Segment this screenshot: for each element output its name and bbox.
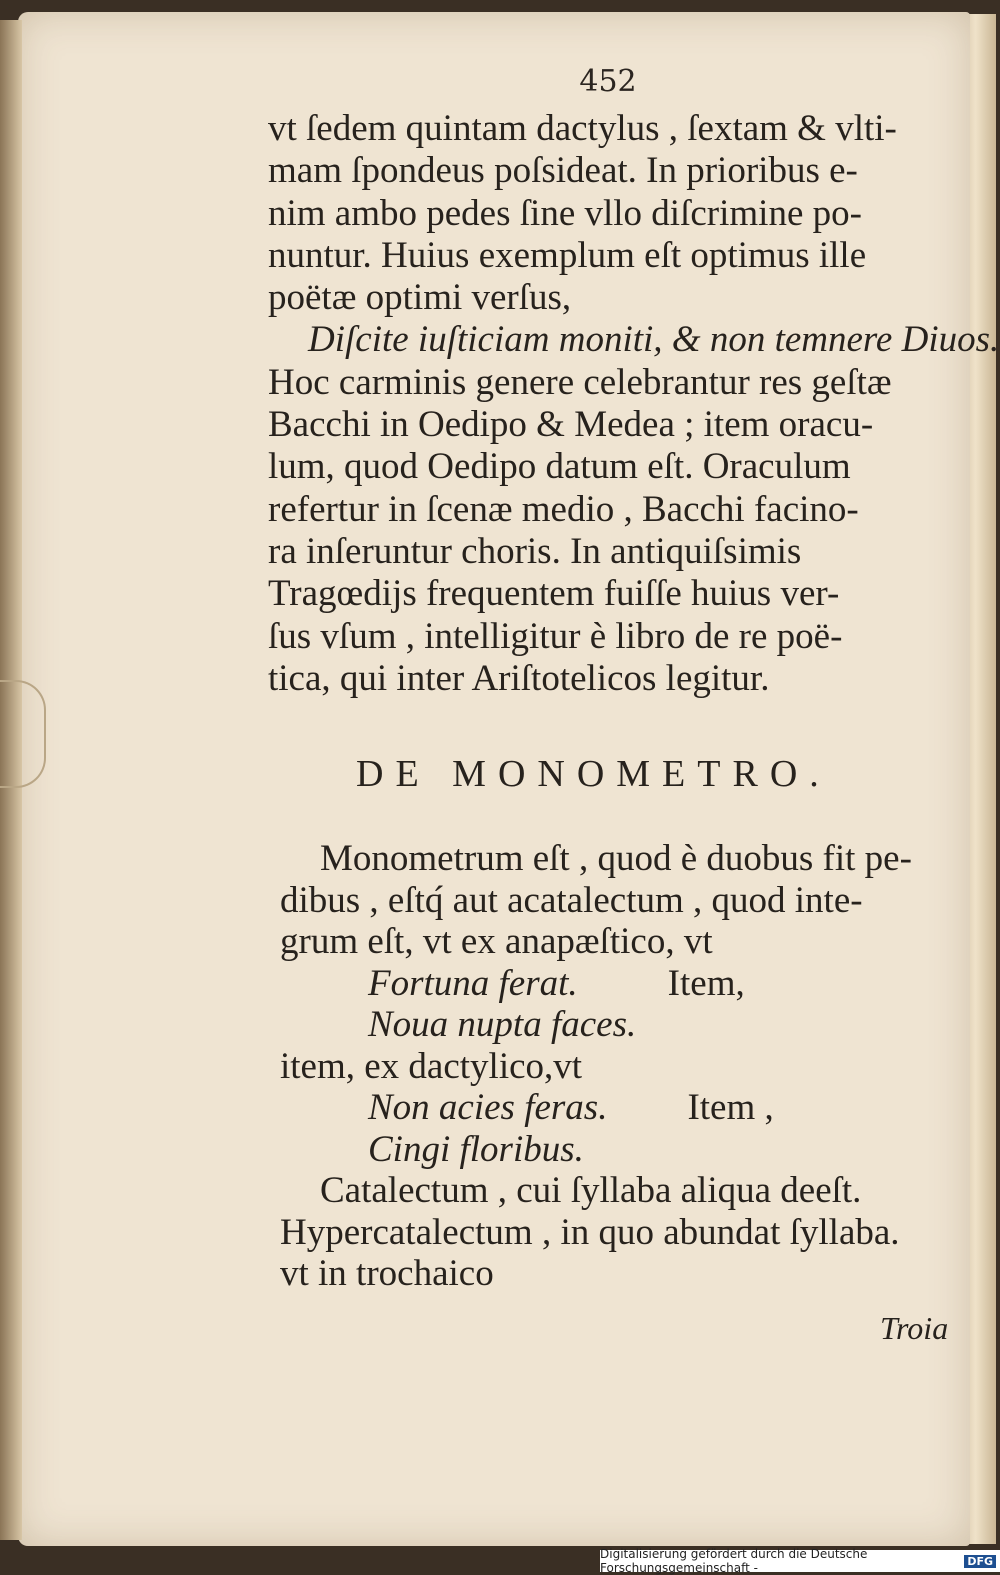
text-line: poëtæ optimi verſus,: [268, 277, 572, 319]
text-line: Catalectum , cui ſyllaba aliqua deeſt.: [320, 1170, 862, 1211]
verse-line: [280, 963, 960, 1005]
page-tab-mark: [0, 680, 46, 788]
verse-quotation: Diſcite iuſticiam moniti, & non temnere Diuos.: [308, 319, 1000, 361]
digitization-footer: [600, 1547, 1000, 1575]
section-heading: DE MONOMETRO.: [356, 753, 831, 795]
body-paragraph: [268, 108, 1000, 700]
text-line: Bacchi in Oedipo & Medea ; item oracu-: [268, 404, 874, 446]
catchword: Troia: [880, 1310, 949, 1346]
text-line: Hoc carminis genere celebrantur res geſtæ: [268, 361, 892, 403]
page-number: 452: [579, 64, 637, 99]
text-line: lum, quod Oedipo datum eſt. Oraculum: [268, 446, 851, 488]
text-line: Monometrum eſt , quod è duobus fit pe-: [320, 838, 912, 879]
text-line: vt in trochaico: [280, 1253, 494, 1294]
verse-line: Noua nupta faces.: [368, 1004, 637, 1045]
verse-line: [280, 1087, 960, 1129]
text-line: grum eſt, vt ex anapæſtico, vt: [280, 921, 713, 962]
text-line: tica, qui inter Ariſtotelicos legitur.: [268, 657, 770, 699]
text-line: Hypercatalectum , in quo abundat ſyllaba.: [280, 1211, 900, 1253]
text-line: refertur in ſcenæ medio , Bacchi facino-: [268, 488, 859, 530]
text-line: ra inſeruntur choris. In antiquiſsimis: [268, 530, 802, 572]
verse-line: Cingi floribus.: [368, 1128, 584, 1170]
text-line: Tragœdijs frequentem fuiſſe huius ver-: [268, 573, 840, 615]
dfg-logo: DFG: [964, 1555, 996, 1568]
footer-text: Digitalisierung gefördert durch die Deutsche Forschungsgemeinschaft -: [600, 1547, 868, 1575]
verse-text: Fortuna ferat.: [368, 962, 578, 1004]
text-line: nim ambo pedes ſine vllo diſcrimine po-: [268, 192, 862, 234]
text-line: ſus vſum , intelligitur è libro de re poë-: [268, 615, 843, 657]
verse-text: Non acies feras.: [368, 1087, 608, 1128]
text-line: mam ſpondeus poſsideat. In prioribus e-: [268, 150, 858, 192]
section-body: [280, 838, 960, 1295]
text-line: nuntur. Huius exemplum eſt optimus ille: [268, 234, 867, 276]
verse-connector: Item,: [667, 962, 745, 1004]
text-line: vt ſedem quintam dactylus , ſextam & vlti-: [268, 108, 897, 149]
text-line: item, ex dactylico,vt: [280, 1045, 583, 1087]
text-line: dibus , eſtq́ aut acatalectum , quod inte-: [280, 879, 863, 921]
verse-connector: Item ,: [687, 1087, 774, 1128]
